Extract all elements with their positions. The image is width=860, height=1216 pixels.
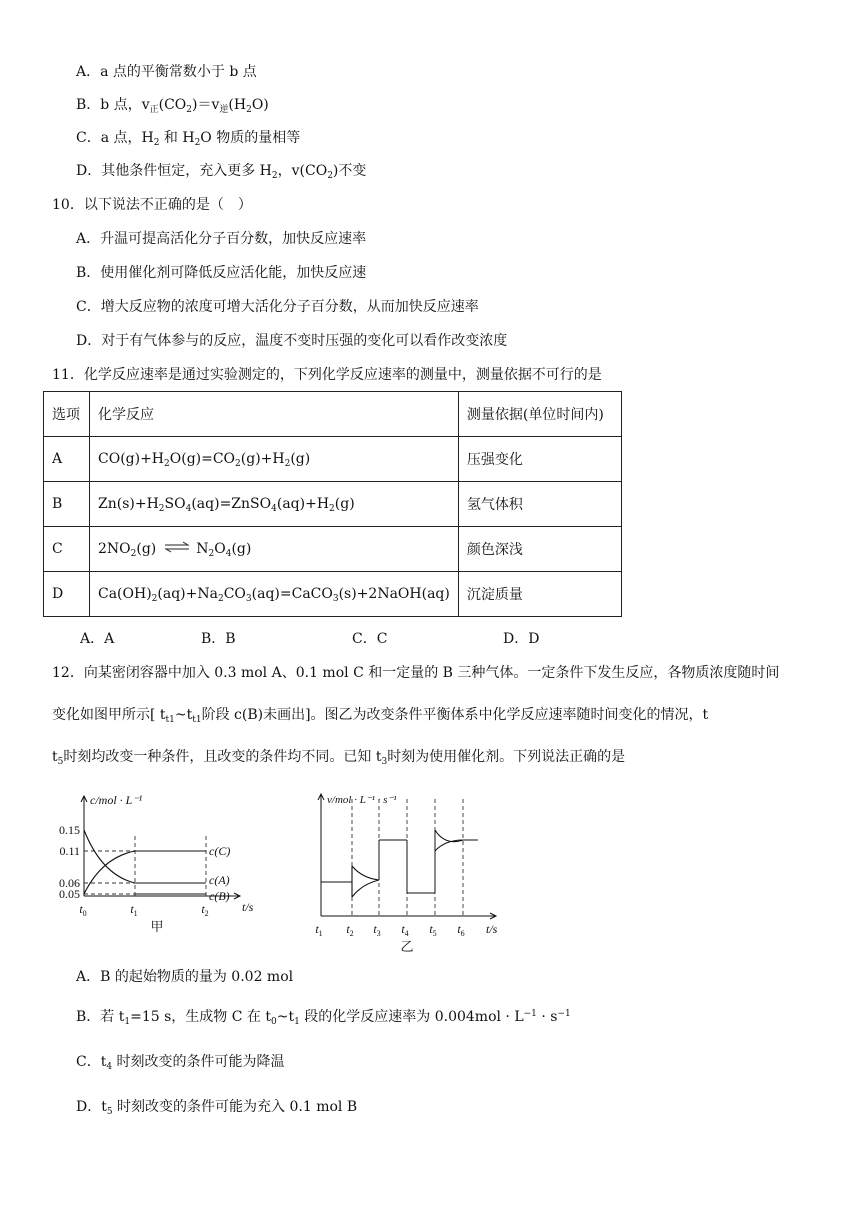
y-tick-label: 0.05	[59, 887, 80, 901]
chart-jia	[59, 793, 254, 934]
x-tick-label: $t_3$	[373, 922, 381, 938]
q9-option-b: B．b 点，$v_正(CO_2)=v_逆(H_2O)$	[76, 97, 269, 115]
x-axis-label: t/s	[486, 922, 498, 936]
y-axis-label: c/mol · L⁻¹	[90, 793, 143, 807]
table-header-row	[44, 392, 622, 437]
series-line-ca	[84, 830, 206, 883]
chart-title: 甲	[150, 919, 164, 934]
table-cell-basis: 氢气体积	[458, 482, 621, 527]
q11-answer-b: B．B	[201, 631, 236, 647]
q10-stem: 10．以下说法不正确的是（ ）	[52, 197, 252, 213]
table-row	[44, 527, 622, 572]
x-tick-label: $t_6$	[457, 922, 465, 938]
q11-answer-a: A．A	[80, 631, 115, 647]
x-tick-label: $t_5$	[429, 922, 437, 938]
table-cell-reaction: $CO(g)+H_2O(g)=CO_2(g)+H_2(g)$	[90, 437, 459, 482]
q9-option-d: D．其他条件恒定，充入更多 $H_2$，$v(CO_2)$不变	[76, 163, 367, 181]
q11-table	[43, 391, 622, 617]
q11-answer-c: C．C	[352, 631, 388, 647]
table-header: 化学反应	[90, 392, 459, 437]
table-cell-basis: 颜色深浅	[458, 527, 621, 572]
series-line-cc	[84, 851, 206, 894]
table-row	[44, 437, 622, 482]
x-tick-label: $t_0$	[79, 902, 87, 918]
table-cell-option: B	[44, 482, 90, 527]
table-cell-basis: 压强变化	[458, 437, 621, 482]
chart-title: 乙	[400, 939, 414, 954]
chart-yi	[315, 794, 497, 954]
table-cell-option: C	[44, 527, 90, 572]
series-label: c(B)	[209, 889, 230, 903]
q10-option-d: D．对于有气体参与的反应，温度不变时压强的变化可以看作改变浓度	[76, 333, 508, 349]
y-tick-label: 0.11	[59, 844, 80, 858]
x-axis-label: t/s	[242, 900, 254, 914]
q10-option-a: A．升温可提高活化分子百分数，加快反应速率	[76, 231, 367, 247]
rate-curve	[352, 866, 379, 880]
q9-option-c: C．a 点，$H_2$ 和 $H_2O$ 物质的量相等	[76, 130, 301, 148]
q12-stem-line2: 变化如图甲所示[ $t_{t1}\sim t_{t1}$阶段 c(B)未画出]。图乙为改变条件平衡体系中化学反应速率随时间变化的情况，t	[52, 707, 709, 725]
table-cell-option: D	[44, 572, 90, 617]
table-cell-reaction: $2NO_2(g)$ $N_2O_4(g)$	[90, 527, 459, 572]
table-cell-reaction: $Ca(OH)_2(aq)+Na_2CO_3(aq)=CaCO_3(s)+2NaOH(aq)$	[90, 572, 459, 617]
x-tick-label: $t_2$	[346, 922, 354, 938]
rate-curve	[352, 880, 379, 897]
table-row	[44, 572, 622, 617]
q12-stem-line3: $t_5$时刻均改变一种条件，且改变的条件均不同。已知 $t_3$时刻为使用催化剂。下列说法正确的是	[52, 749, 626, 767]
table-header: 测量依据(单位时间内)	[458, 392, 621, 437]
q12-option-b: B．若 $t_1=15$ s，生成物 C 在 $t_0\sim t_1$ 段的化学反应速率为 $0.004mol \cdot L^{-1} \cdot s^{-1}$	[76, 1009, 571, 1027]
q12-option-d: D．$t_5$ 时刻改变的条件可能为充入 0.1 mol B	[76, 1099, 358, 1117]
q11-answer-d: D．D	[503, 631, 540, 647]
table-header: 选项	[44, 392, 90, 437]
q9-option-a: A．a 点的平衡常数小于 b 点	[76, 64, 257, 80]
y-tick-label: 0.06	[59, 876, 80, 890]
table-row	[44, 482, 622, 527]
q12-stem-line1: 12．向某密闭容器中加入 0.3 mol A、0.1 mol C 和一定量的 B 三种气体。一定条件下发生反应，各物质浓度随时间	[52, 665, 780, 681]
series-label: c(C)	[209, 844, 231, 858]
q12-charts	[40, 786, 500, 956]
table-cell-basis: 沉淀质量	[458, 572, 621, 617]
q12-option-c: C．$t_4$ 时刻改变的条件可能为降温	[76, 1054, 285, 1072]
q10-option-b: B．使用催化剂可降低反应活化能，加快反应速	[76, 265, 367, 281]
q12-option-a: A．B 的起始物质的量为 0.02 mol	[76, 969, 294, 985]
q11-stem: 11．化学反应速率是通过实验测定的，下列化学反应速率的测量中，测量依据不可行的是	[52, 367, 602, 383]
series-label: c(A)	[209, 873, 230, 887]
table-cell-reaction: $Zn(s)+H_2SO_4(aq)=ZnSO_4(aq)+H_2(g)$	[90, 482, 459, 527]
table-cell-option: A	[44, 437, 90, 482]
y-tick-label: 0.15	[59, 823, 80, 837]
x-tick-label: $t_2$	[201, 902, 209, 918]
equilibrium-arrow-icon	[164, 541, 190, 557]
x-tick-label: $t_1$	[315, 922, 323, 938]
x-tick-label: $t_4$	[401, 922, 409, 938]
x-tick-label: $t_1$	[130, 902, 138, 918]
q10-option-c: C．增大反应物的浓度可增大活化分子百分数，从而加快反应速率	[76, 299, 479, 315]
y-axis-label: v/mol · L⁻¹ · s⁻¹	[327, 794, 397, 806]
